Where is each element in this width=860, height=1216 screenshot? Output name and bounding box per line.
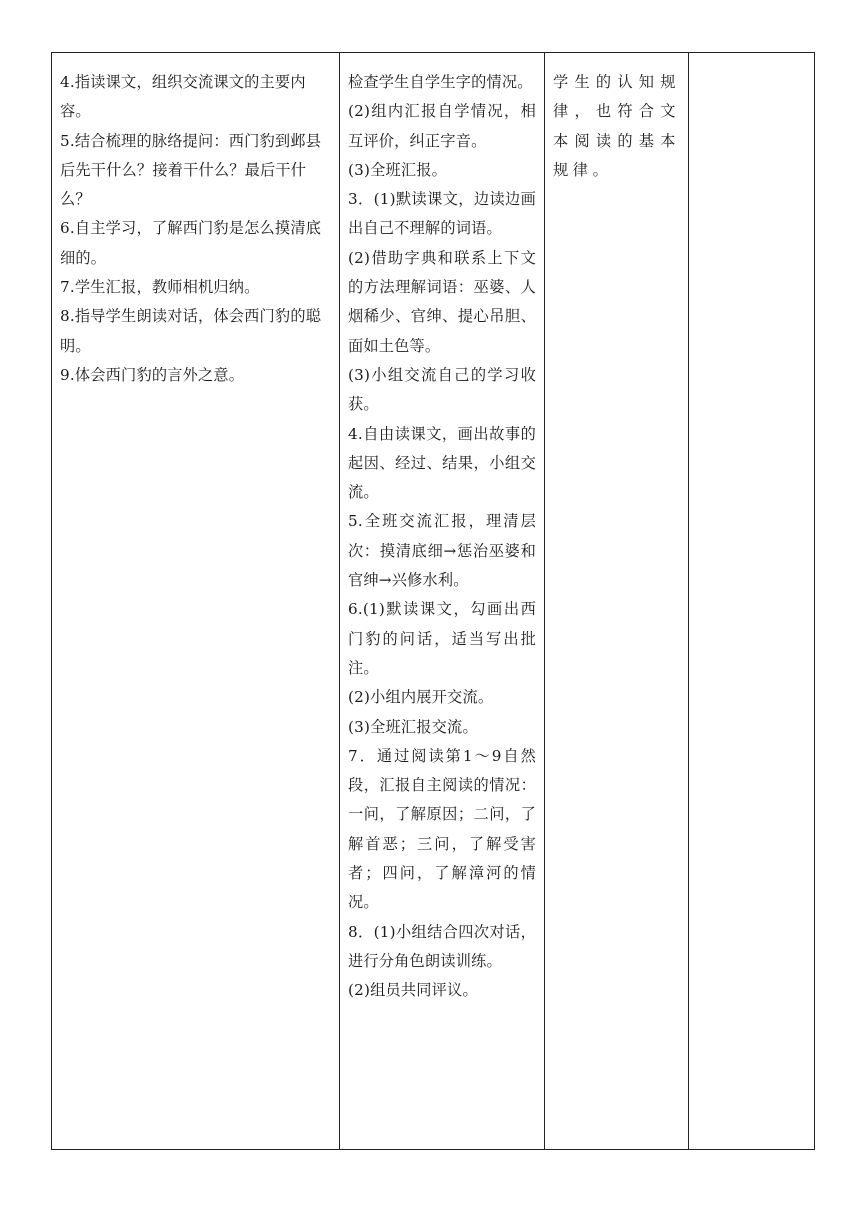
student-step: 6.(1)默读课文，勾画出西门豹的问话，适当写出批注。 [348,600,536,677]
student-step: 4.自由读课文，画出故事的起因、经过、结果，小组交流。 [348,424,536,502]
teacher-step-5: 5.结合梳理的脉络提问：西门豹到邺县后先干什么？接着干什么？最后干什么？ [60,131,322,209]
student-step: (3)小组交流自己的学习收获。 [348,365,536,414]
student-step: (2)组员共同评议。 [348,981,478,1000]
student-step: 5.全班交流汇报，理清层次：摸清底细→惩治巫婆和官绅→兴修水利。 [348,512,536,590]
teacher-step-4: 4.指读课文，组织交流课文的主要内容。 [60,73,306,121]
design-intent-cell [545,53,689,1150]
teacher-activity-list [52,53,339,390]
student-activity-list [340,53,544,1006]
teacher-step-8: 8.指导学生朗读对话，体会西门豹的聪明。 [60,307,322,355]
teacher-activity-cell [52,53,340,1150]
student-step: (2)组内汇报自学情况，相互评价，纠正字音。 [348,102,536,150]
teacher-step-6: 6.自主学习，了解西门豹是怎么摸清底细的。 [60,219,322,267]
student-step: 7．通过阅读第1～9自然段，汇报自主阅读的情况：一问，了解原因；二问，了解首恶；三问，了解受害者；四问，了解漳河的情况。 [348,746,536,912]
student-activity-cell [340,53,545,1150]
teacher-step-7: 7.学生汇报，教师相机归纳。 [60,278,260,297]
table-row [52,53,815,1150]
lesson-plan-table [51,52,815,1150]
notes-text [689,53,814,68]
student-step: 8．(1)小组结合四次对话，进行分角色朗读训练。 [348,922,536,970]
student-step: (2)小组内展开交流。 [348,688,494,707]
notes-cell [689,53,815,1150]
design-intent-text: 学生的认知规律，也符合文本阅读的基本规律。 [553,73,680,179]
student-step: (3)全班汇报交流。 [348,717,478,736]
student-step: 检查学生自学生字的情况。 [348,73,533,91]
student-step: 3．(1)默读课文，边读边画出自己不理解的词语。 [348,190,536,238]
student-step: (3)全班汇报。 [348,160,448,179]
teacher-step-9: 9.体会西门豹的言外之意。 [60,365,245,384]
student-step: (2)借助字典和联系上下文的方法理解词语：巫婆、人烟稀少、官绅、提心吊胆、面如土色等。 [348,248,536,355]
design-intent-wrapper [545,53,688,185]
